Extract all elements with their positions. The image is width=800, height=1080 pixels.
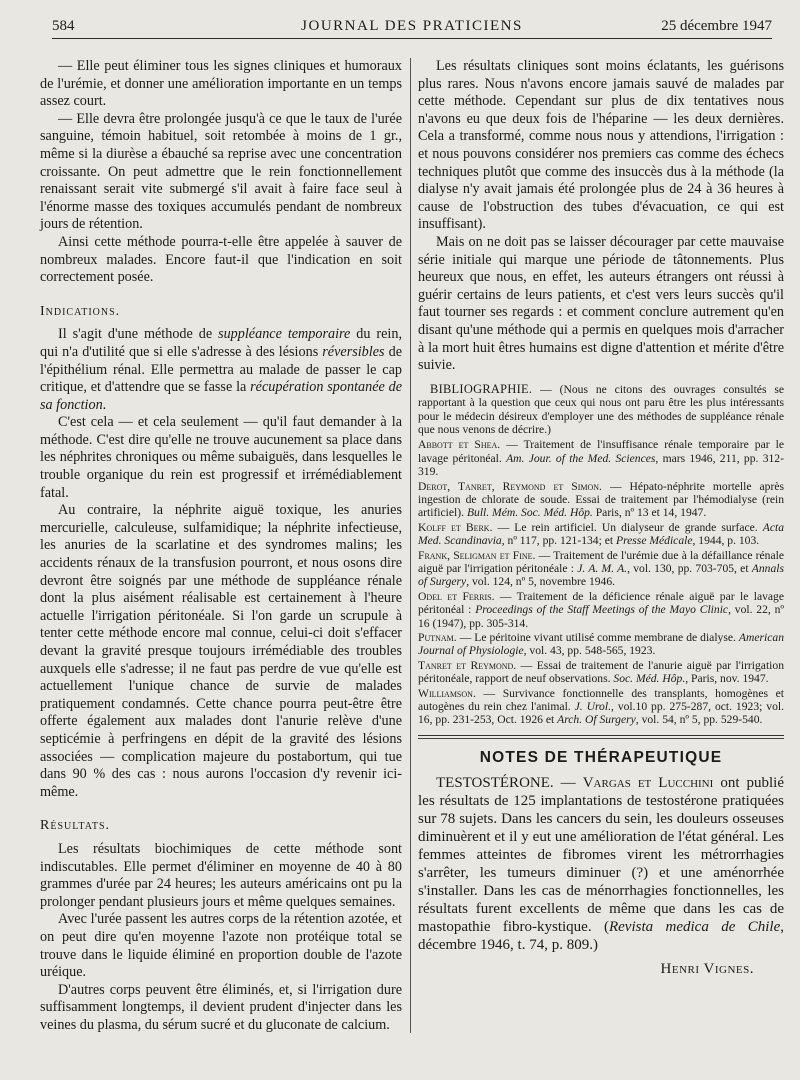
- issue-date: 25 décembre 1947: [661, 18, 772, 34]
- bib-rest: , nº 117, pp. 121-134; et: [501, 534, 616, 548]
- section-heading-resultats: Résultats.: [40, 818, 111, 834]
- testosterone-note: [418, 774, 784, 954]
- bib-rest: , vol.10 pp. 275-287, oct. 1923; vol. 16, pp. 231-253, Oct. 1926 et: [418, 700, 784, 727]
- emphasis: réversibles: [322, 343, 385, 360]
- bib-rest: , vol. 54, nº 5, pp. 529-540.: [635, 713, 763, 727]
- bib-rest: , vol. 124, nº 5, novembre 1946.: [466, 575, 616, 589]
- text-run: .: [102, 396, 107, 413]
- bib-journal: Annals of Surgery: [418, 561, 784, 589]
- notes-heading: NOTES DE THÉRAPEUTIQUE: [479, 748, 723, 766]
- text-run: —: [553, 775, 583, 792]
- note-authors: Vargas et Lucchini: [582, 775, 714, 792]
- paragraph: Mais on ne doit pas se laisser décourager par cette mauvaise série initiale qui marque une période de tâtonnements. Plus heureux que nous, en effet, les auteurs étrangers ont réussi à guérir certains de leurs patients, et c'est vers leurs succès qu'il faut tourner ses regards : et comment conclure autrement qu'en disant qu'une méthode qui a permis en quelques mois d'arracher à la mort huit êtres humains est digne d'attention et mérite d'être suivie.: [418, 233, 784, 374]
- paragraph: Les résultats cliniques sont moins éclatants, les guérisons plus rares. Nous n'avons encore jamais sauvé de malades par cette méthode. Cependant sur plus de dix tentatives nous n'avons eu que deux fois de l'héparine — les deux dernières. Cela a transformé, comme nous nous y attendions, l'irrigation : et nous pouvons considérer nos premiers cas comme des échecs techniques plutôt que comme des insuccès dus à la méthode (la dialyse n'y avait jamais été prolongée plus de 24 à 36 heures à cause de l'obstruction des tubes d'évacuation, ce qui est insuffisant).: [418, 58, 784, 233]
- bib-authors: Putnam.: [418, 631, 457, 644]
- bib-rest: , 1944, p. 103.: [692, 534, 760, 548]
- journal-title: JOURNAL DES PRATICIENS: [301, 18, 523, 34]
- text-run: , décembre 1946, t. 74, p. 809.): [418, 919, 784, 954]
- text-run: de l'épithélium rénal. Elle permettra au malade de passer le cap critique, et d'attendre que se fasse la: [40, 343, 402, 396]
- bib-journal: J. A. M. A.: [577, 561, 628, 575]
- bib-authors: Kolff et Berk.: [418, 520, 493, 534]
- right-column: [418, 58, 784, 978]
- bib-rest: , vol. 43, pp. 548-565, 1923.: [523, 644, 656, 658]
- paragraph: [40, 326, 402, 414]
- bibliography-entries: [418, 438, 784, 727]
- bibliography-entry: [418, 659, 784, 686]
- bib-journal: Bull. Mém. Soc. Méd. Hôp.: [466, 506, 593, 520]
- bib-journal: J. Urol.: [574, 700, 611, 714]
- bib-text: — Le rein artificiel. Un dialyseur de grande surface.: [492, 520, 763, 534]
- bib-journal: Presse Médicale: [615, 534, 693, 548]
- bib-rest: , vol. 22, nº 16 (1947), pp. 305-314.: [418, 603, 784, 630]
- bibliography-entry: [418, 521, 784, 548]
- paragraph: C'est cela — et cela seulement — qu'il faut demander à la méthode. C'est dire qu'elle ne trouve aucunement sa place dans les néphrites chroniques ou même subaiguës, dans lesquelles le trouble organique du rein est progressif et irrémédiablement fatal.: [40, 414, 402, 501]
- bibliography-label: BIBLIOGRAPHIE.: [430, 381, 533, 396]
- bib-rest: Paris, nº 13 et 14, 1947.: [592, 506, 707, 520]
- bib-journal: Am. Jour. of the Med. Sciences: [506, 451, 656, 465]
- bibliography-entry: [418, 687, 784, 727]
- bibliography-entry: [418, 438, 784, 478]
- paragraph: — Elle devra être prolongée jusqu'à ce que le taux de l'urée sanguine, témoin habituel, soit retombée à moins de 1 gr., même si la diurèse a ébauché sa reprise avec une concentration croissante. On peut admettre que le rein fonctionnellement renaissant serait vite submergé s'il avait à faire face seul à l'énorme masse des toxiques accumulés pendant de nombreux jours de rétention.: [40, 110, 402, 233]
- section-rule: [418, 735, 784, 736]
- author-signature: Henri Vignes.: [660, 961, 754, 978]
- paragraph: Les résultats biochimiques de cette méthode sont indiscutables. Elle permet d'éliminer en moyenne de 40 à 80 grammes d'urée par 24 heures; les auteurs américains ont pu la prolonger pendant plusieurs jours et même quelques semaines.: [40, 840, 402, 910]
- emphasis: récupération spontanée de sa fonction: [40, 379, 403, 413]
- bib-authors: Abbott et Shea.: [418, 438, 501, 452]
- bib-text: — Traitement de l'urémie due à la défaillance rénale aiguë par l'irrigation péritonéale :: [418, 548, 784, 575]
- column-divider: [410, 58, 411, 1033]
- bib-text: — Essai de traitement de l'anurie aiguë par l'irrigation péritonéale, rapport de neuf observations.: [418, 658, 784, 686]
- emphasis: suppléance temporaire: [218, 326, 351, 343]
- note-lead: TESTOSTÉRONE.: [436, 775, 554, 792]
- bibliography-entry: [418, 549, 784, 589]
- bibliography-intro: [418, 383, 784, 437]
- bibliography-entry: [418, 480, 784, 520]
- bib-text: — Survivance fonctionnelle des transplants, homogènes et autogènes du rein chez l'animal.: [418, 686, 784, 714]
- paragraph: Ainsi cette méthode pourra-t-elle être appelée à sauver de nombreux malades. Encore faut-il que l'indication en soit correctement posée.: [40, 233, 402, 286]
- bib-text: — Traitement de la déficience rénale aiguë par le lavage péritonéal :: [418, 589, 784, 617]
- text-run: — (Nous ne citons des ouvrages consultés se rapportant à la question que ceux qui nous ont paru être les plus intéressants pour le médecin désireux d'employer une des méthodes de suppléance rénale que nous venons de décrire.): [418, 382, 784, 436]
- left-column: [40, 58, 402, 1034]
- bib-rest: , mars 1946, 211, pp. 312-319.: [418, 451, 784, 479]
- bib-authors: Odel et Ferris.: [418, 589, 495, 603]
- bib-rest: , vol. 130, pp. 703-705, et: [627, 561, 752, 575]
- paragraph: D'autres corps peuvent être éliminés, et, si l'irrigation dure suffisamment longtemps, il devient prudent d'injecter dans les veines du plasma, du sérum sucré et du gluconate de calcium.: [40, 981, 402, 1033]
- paragraph: Avec l'urée passent les autres corps de la rétention azotée, et on peut dire qu'en moyenne l'azote non protéique total se trouve dans le liquide éliminé en proportion double de l'azote uréique.: [40, 911, 402, 981]
- bib-rest: , Paris, nov. 1947.: [685, 672, 769, 686]
- bib-text: — Hépato-néphrite mortelle après ingestion de chlorate de soude. Essai de traitement par l'hémodialyse (rein artificiel).: [418, 479, 784, 520]
- section-heading-indications: Indications.: [40, 303, 121, 319]
- bib-journal: Proceedings of the Staff Meetings of the Mayo Clinic: [475, 603, 729, 617]
- bibliography: [418, 383, 784, 727]
- bibliography-entry: [418, 631, 784, 658]
- bib-text: — Le péritoine vivant utilisé comme membrane de dialyse.: [456, 631, 739, 644]
- bib-authors: Tanret et Reymond.: [418, 658, 517, 672]
- bib-authors: Williamson.: [418, 686, 476, 700]
- bib-journal: Acta Med. Scandinavia: [418, 520, 785, 548]
- section-rule: [418, 738, 784, 739]
- bib-journal: American Journal of Physiologie: [418, 631, 784, 658]
- note-journal: Revista medica de Chile: [608, 919, 781, 936]
- bib-journal: Arch. Of Surgery: [557, 713, 636, 727]
- bibliography-entry: [418, 590, 784, 630]
- page-number: 584: [52, 18, 75, 34]
- bib-authors: Frank, Seligman et Fine.: [418, 548, 536, 562]
- bib-text: — Traitement de l'insuffisance rénale temporaire par le lavage péritonéal.: [418, 438, 784, 465]
- paragraph: — Elle peut éliminer tous les signes cliniques et humoraux de l'urémie, et donner une amélioration importante en un temps assez court.: [40, 58, 402, 110]
- paragraph: Au contraire, la néphrite aiguë toxique, les anuries mercurielle, calculeuse, sulfamidique; la néphrite infectieuse, les anuries de la scarlatine et des syndromes malins; les accidents rénaux de la transfusion pourront, et nous osons dire devront être soignés par une méthode de suppléance rénale dont la plus aisément réalisable est certainement à l'heure actuelle l'irrigation péritonéale. Si l'on garde un scrupule à tenter cette méthode encore mal connue, celui-ci doit s'effacer devant la gravité presque toujours irrémédiable des troubles auxquels elle s'adresse; il ne faut pas perdre de vue qu'elle est actuellement l'unique chance de survie de malades pratiquement condamnés. Cette chance pourra peut-être être offerte également aux malades dont l'anurie relève d'une septicémie à perfringens en dépit de la gravité des lésions associées — complication majeure du postabortum, qui tue dans 90 % des cas : nous aurons l'occasion d'y revenir ici-même.: [40, 502, 402, 800]
- text-run: ont publié les résultats de 125 implantations de testostérone pratiquées sur 78 sujets. Dans les cancers du sein, les douleurs osseuses diminuèrent et il y eut une amélioration de l'état général. Les femmes atteintes de fibromes virent les métrorrhagies s'arrêter, les tumeurs diminuer (?) et une aménorrhée s'installer. Dans les cas de ménorrhagies fonctionnelles, les résultats furent excellents de même que dans les cas de mastopathie fibro-kystique. (: [418, 775, 784, 936]
- page-header: [52, 14, 772, 39]
- bib-journal: Soc. Méd. Hôp.: [613, 672, 686, 686]
- bib-authors: Derot, Tanret, Reymond et Simon.: [418, 479, 602, 493]
- text-run: Il s'agit d'une méthode de: [58, 326, 219, 343]
- text-run: du rein, qui n'a d'utilité que si elle s'adresse à des lésions: [40, 326, 402, 360]
